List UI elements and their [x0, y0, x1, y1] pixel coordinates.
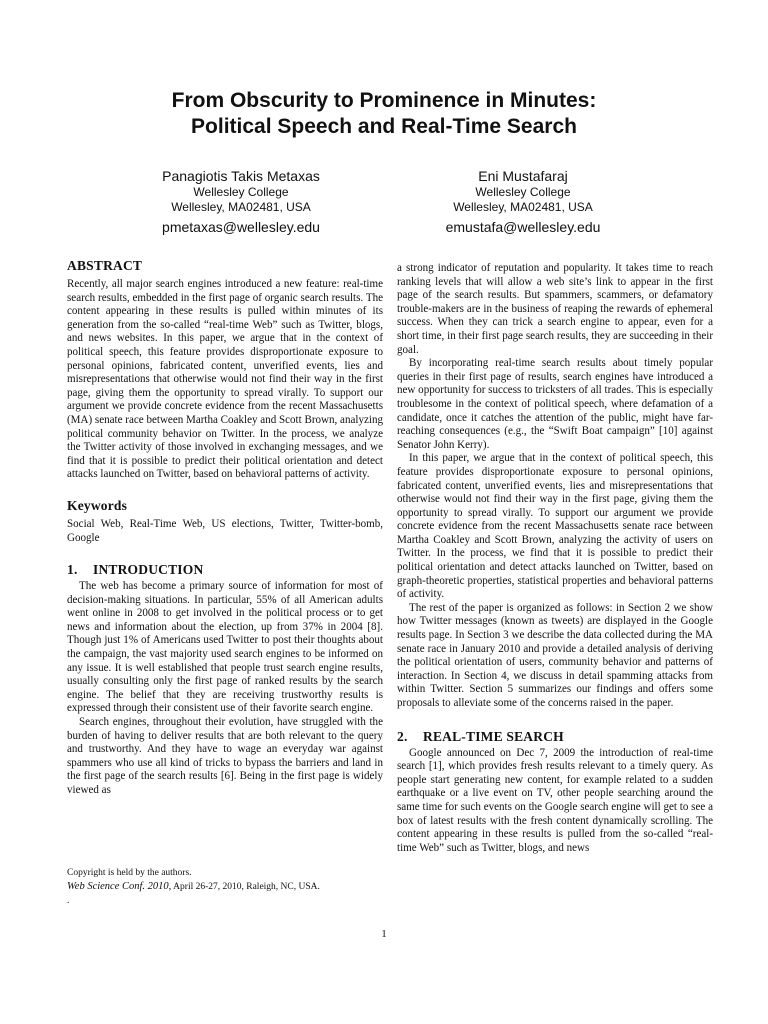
author-email[interactable]: emustafa@wellesley.edu	[445, 219, 601, 235]
paper-title-line-2: Political Speech and Real-Time Search	[191, 115, 577, 138]
author-name: Eni Mustafaraj	[478, 168, 568, 184]
conference-line	[67, 880, 383, 894]
introduction-paragraph-5: In this paper, we argue that in the context of political speech, this feature provides disproportionate exposure to personal opinions, fabricated content, unverified events, lies and misrepresentations that otherwise would not find their way in the first page, giving them the opportunity to spread virally. To support our argument we provide concrete evidence from the recent Massachusetts senate race between Martha Coakley and Scott Brown, analyzing the activity of users on Twitter. In the process, we find that it is possible to predict their political orientation and detect attacks launched on Twitter, based on graph-theoretic properties, statistical properties and behavioral patterns of activity.	[397, 452, 713, 601]
section-2-paragraph-1: Google announced on Dec 7, 2009 the introduction of real-time search [1], which provides fresh results relevant to a timely query. As people start generating new content, for example related to a sudden earthquake or a live event on TV, other people searching around the same time for such events on the Google search engine will get to see a box of latest results with the fresh content dynamically scrolling. The content appearing in these results is pulled from the so-called “real-time Web” such as Twitter, blogs, and news	[397, 746, 713, 854]
introduction-paragraph-3: a strong indicator of reputation and popularity. It takes time to reach ranking levels that will allow a web site’s link to appear in the first page of the search results. But spammers, scammers, or defamatory trouble-makers are in the business of reaping the rewards of ephemeral success. When they can trick a search engine to appear, even for a short time, in their first page search results, they are succeeding in their goal.	[397, 262, 713, 356]
keywords-text: Social Web, Real-Time Web, US elections, Twitter, Twitter-bomb, Google	[67, 517, 383, 544]
author-block-1	[101, 168, 381, 236]
copyright-line: Copyright is held by the authors.	[67, 868, 192, 878]
copyright-dot: .	[67, 896, 70, 906]
introduction-paragraph-2: Search engines, throughout their evolution, have struggled with the burden of having to deliver results that are both relevant to the query and trustworthy. And they have to wage an everyday war against spammers who use all kind of tricks to bypass the barriers and land in the first page of the search results [6]. Being in the first page is widely viewed as	[67, 716, 383, 796]
abstract-text: Recently, all major search engines introduced a new feature: real-time search results, embedded in the first page of organic search results. The content appearing in these results is pulled within minutes of its generation from the so-called “real-time Web” such as Twitter, blogs, and news websites. In this paper, we argue that in the context of political speech, this feature provides disproportionate exposure to personal opinions, fabricated content, unverified events, lies and misrepresentations that otherwise would not find their way in the first page, giving them the opportunity to spread virally. To support our argument we provide concrete evidence from the recent Massachusetts (MA) senate race between Martha Coakley and Scott Brown, analyzing political community behavior on Twitter. In the process, we analyze the Twitter activity of those involved in exchanging messages, and we find that it is possible to predict their political orientation and detect attacks launched on Twitter, based on behavioral patterns of activity.	[67, 278, 383, 481]
author-block-2	[383, 168, 663, 236]
paper-title-line-1: From Obscurity to Prominence in Minutes:	[171, 89, 597, 112]
author-address: Wellesley, MA02481, USA	[453, 200, 593, 214]
abstract-heading: ABSTRACT	[67, 258, 143, 273]
left-column	[67, 258, 383, 798]
keywords-heading: Keywords	[67, 497, 128, 513]
section-number: 2.	[397, 728, 408, 744]
page-number: 1	[381, 928, 387, 940]
introduction-paragraph-6: The rest of the paper is organized as follows: in Section 2 we show how Twitter messages (known as tweets) are displayed in the Google results page. In Section 3 we describe the data collected during the MA senate race in January 2010 and provide a detailed analysis of deriving the political orientation of users, community behavior and patterns of interaction. In Section 4, we discuss in detail spamming attacks from within Twitter. Section 5 summarizes our findings and offers some proposals to alleviate some of the concerns raised in the paper.	[397, 601, 713, 709]
copyright-notice	[67, 866, 383, 908]
author-affiliation: Wellesley College	[475, 185, 571, 199]
introduction-heading	[67, 562, 383, 578]
section-2-heading	[397, 729, 713, 745]
conference-name: Web Science Conf. 2010,	[67, 881, 172, 892]
author-address: Wellesley, MA02481, USA	[171, 200, 311, 214]
section-title: REAL-TIME SEARCH	[423, 728, 564, 744]
introduction-paragraph-4: By incorporating real-time search results about timely popular queries in their first page of results, search engines have introduced a new opportunity for success to tricksters of all trades. This is especially troublesome in the context of political speech, where defamation of a candidate, once it catches the attention of the public, might have far-reaching consequences (e.g., the “Swift Boat campaign” [10] against Senator John Kerry).	[397, 357, 713, 451]
author-email[interactable]: pmetaxas@wellesley.edu	[162, 219, 320, 235]
introduction-paragraph-1: The web has become a primary source of information for most of decision-making situations. In particular, 55% of all American adults went online in 2008 to get involved in the political process or to get news and information about the election, up from 37% in 2004 [8]. Though just 1% of Americans used Twitter to post their thoughts about the campaign, the vast majority used search engines to be informed on any issue. It is well established that people trust search engine results, usually consulting only the first page of ranked results by the search engine. The belief that they are receiving trustworthy results is expressed through their consistent use of their favorite search engine.	[67, 580, 383, 715]
section-title: INTRODUCTION	[93, 562, 204, 578]
conference-details: April 26-27, 2010, Raleigh, NC, USA.	[171, 882, 320, 892]
section-number: 1.	[67, 562, 78, 578]
right-column	[397, 262, 713, 855]
author-name: Panagiotis Takis Metaxas	[162, 168, 320, 184]
author-affiliation: Wellesley College	[193, 185, 289, 199]
